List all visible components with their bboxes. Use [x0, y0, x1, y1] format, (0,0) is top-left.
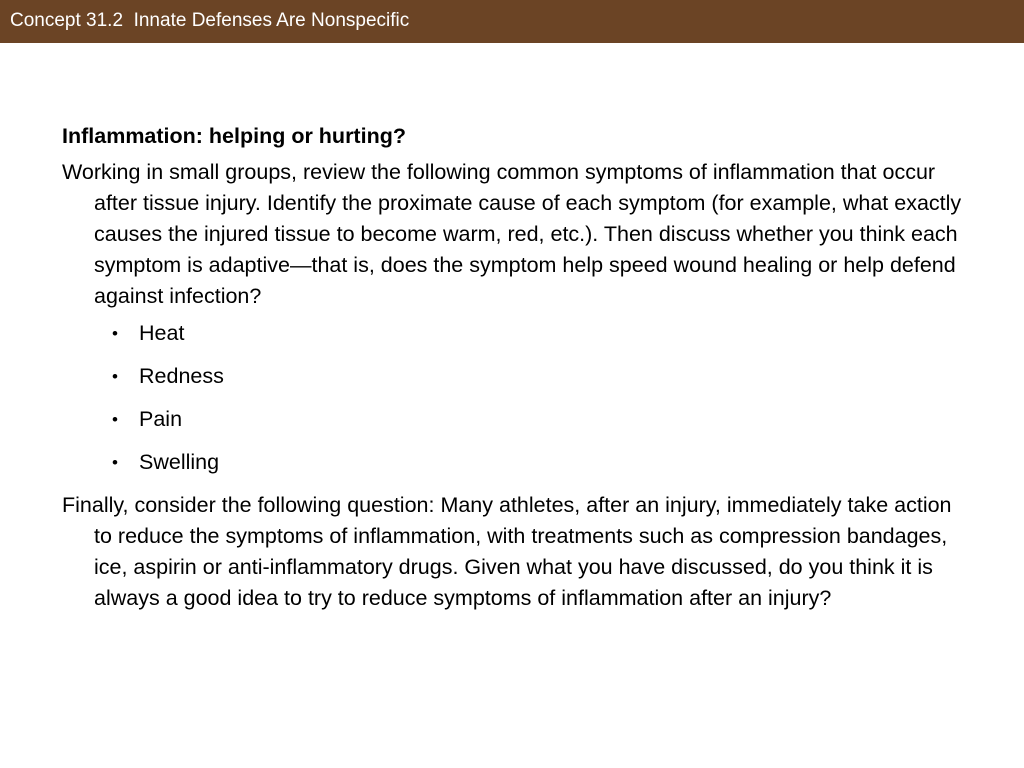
symptom-list: [62, 318, 967, 478]
section-heading: Inflammation: helping or hurting?: [62, 124, 406, 148]
slide-content: [62, 121, 967, 614]
symptom-label: Heat: [139, 321, 185, 345]
bullet-icon: •: [112, 324, 118, 343]
symptom-item: [62, 361, 967, 392]
intro-paragraph: Working in small groups, review the following common symptoms of inflammation that occur after tissue injury. Identify the proximate cause of each symptom (for example, what exactly causes the injured tissue to become warm, red, etc.). Then discuss whether you think each symptom is adaptive—that is, does the symptom help speed wound healing or help defend against infection?: [62, 160, 962, 308]
symptom-item: [62, 318, 967, 349]
symptom-item: [62, 404, 967, 435]
conclusion-paragraph: Finally, consider the following question: Many athletes, after an injury, immediately take action to reduce the symptoms of inflammation, with treatments such as compression bandages, ice, aspirin or anti-inflammatory drugs. Given what you have discussed, do you think it is always a good idea to try to reduce symptoms of inflammation after an injury?: [62, 493, 952, 610]
bullet-icon: •: [112, 453, 118, 472]
symptom-label: Swelling: [139, 450, 220, 474]
symptom-item: [62, 447, 967, 478]
slide-title: Concept 31.2 Innate Defenses Are Nonspecific: [10, 10, 410, 31]
bullet-icon: •: [112, 410, 118, 429]
symptom-label: Redness: [139, 364, 224, 388]
bullet-icon: •: [112, 367, 118, 386]
symptom-label: Pain: [139, 407, 183, 431]
title-bar: [0, 0, 1024, 43]
